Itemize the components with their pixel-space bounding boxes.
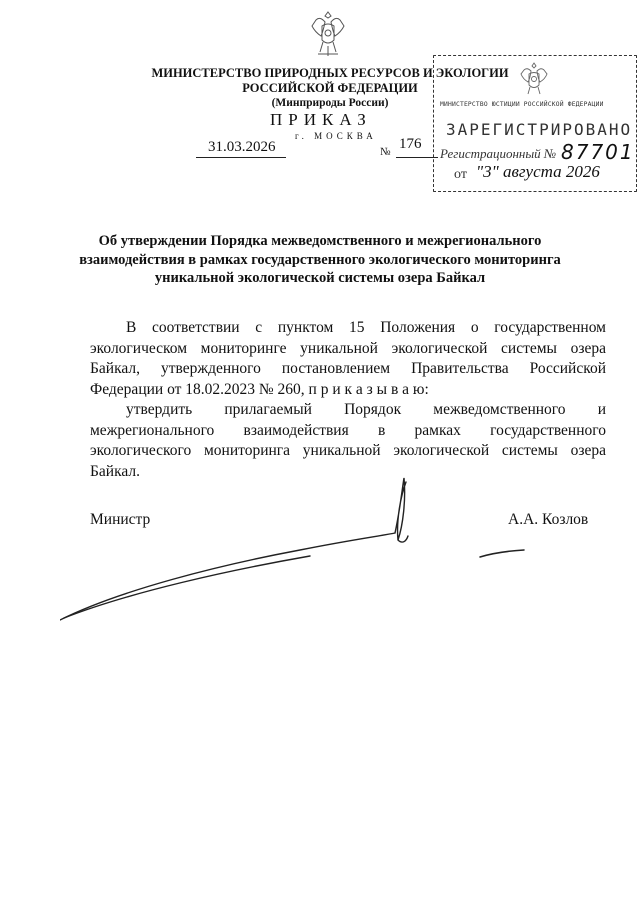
number-underline — [396, 157, 438, 158]
stamp-reg-number-label: Регистрационный № — [440, 146, 557, 161]
ministry-abbreviation: (Минприроды России) — [271, 97, 389, 109]
signature-stroke-mark — [478, 545, 528, 565]
signer-position: Министр — [90, 511, 151, 528]
order-number: 176 — [399, 136, 422, 152]
handwritten-signature — [60, 470, 540, 630]
ministry-line-1: МИНИСТЕРСТВО ПРИРОДНЫХ РЕСУРСОВ И ЭКОЛОГИИ — [151, 66, 509, 80]
coat-of-arms-emblem — [308, 8, 348, 60]
stamp-from-label: от — [454, 167, 467, 182]
number-label: № — [380, 146, 391, 158]
document-body — [90, 318, 606, 482]
date-underline — [196, 157, 286, 158]
order-date: 31.03.2026 — [208, 139, 276, 155]
stamp-reg-number: 87701 — [561, 140, 635, 164]
signer-name: А.А. Козлов — [508, 511, 589, 528]
title-line-3: уникальной экологической системы озера Байкал — [154, 270, 486, 286]
stamp-ministry-name: МИНИСТЕРСТВО ЮСТИЦИИ РОССИЙСКОЙ ФЕДЕРАЦИИ — [440, 101, 604, 108]
order-heading: ПРИКАЗ — [270, 110, 372, 129]
title-line-1: Об утверждении Порядка межведомственного и межрегионального — [98, 233, 542, 249]
body-paragraph-1: В соответствии с пунктом 15 Положения о государственном экологическом мониторинге уникальной экологической системы озера Байкал, утвержденного постановлением Правительства Российской Федерации от 18.02.2023 № 260, п р и к а з ы в а ю: — [90, 319, 606, 398]
ministry-line-2: РОССИЙСКОЙ ФЕДЕРАЦИИ — [242, 81, 418, 95]
city: г. МОСКВА — [295, 131, 377, 141]
stamp-registered: ЗАРЕГИСТРИРОВАНО — [446, 120, 633, 139]
body-paragraph-2: утвердить прилагаемый Порядок межведомственного и межрегионального взаимодействия в рамках государственного экологического мониторинга уникальной экологической системы озера Байкал. — [90, 401, 606, 480]
document-title — [60, 232, 580, 288]
stamp-emblem — [518, 60, 550, 96]
stamp-handwritten-date: "3" августа 2026 — [476, 162, 600, 181]
title-line-2: взаимодействия в рамках государственного экологического мониторинга — [79, 251, 561, 268]
